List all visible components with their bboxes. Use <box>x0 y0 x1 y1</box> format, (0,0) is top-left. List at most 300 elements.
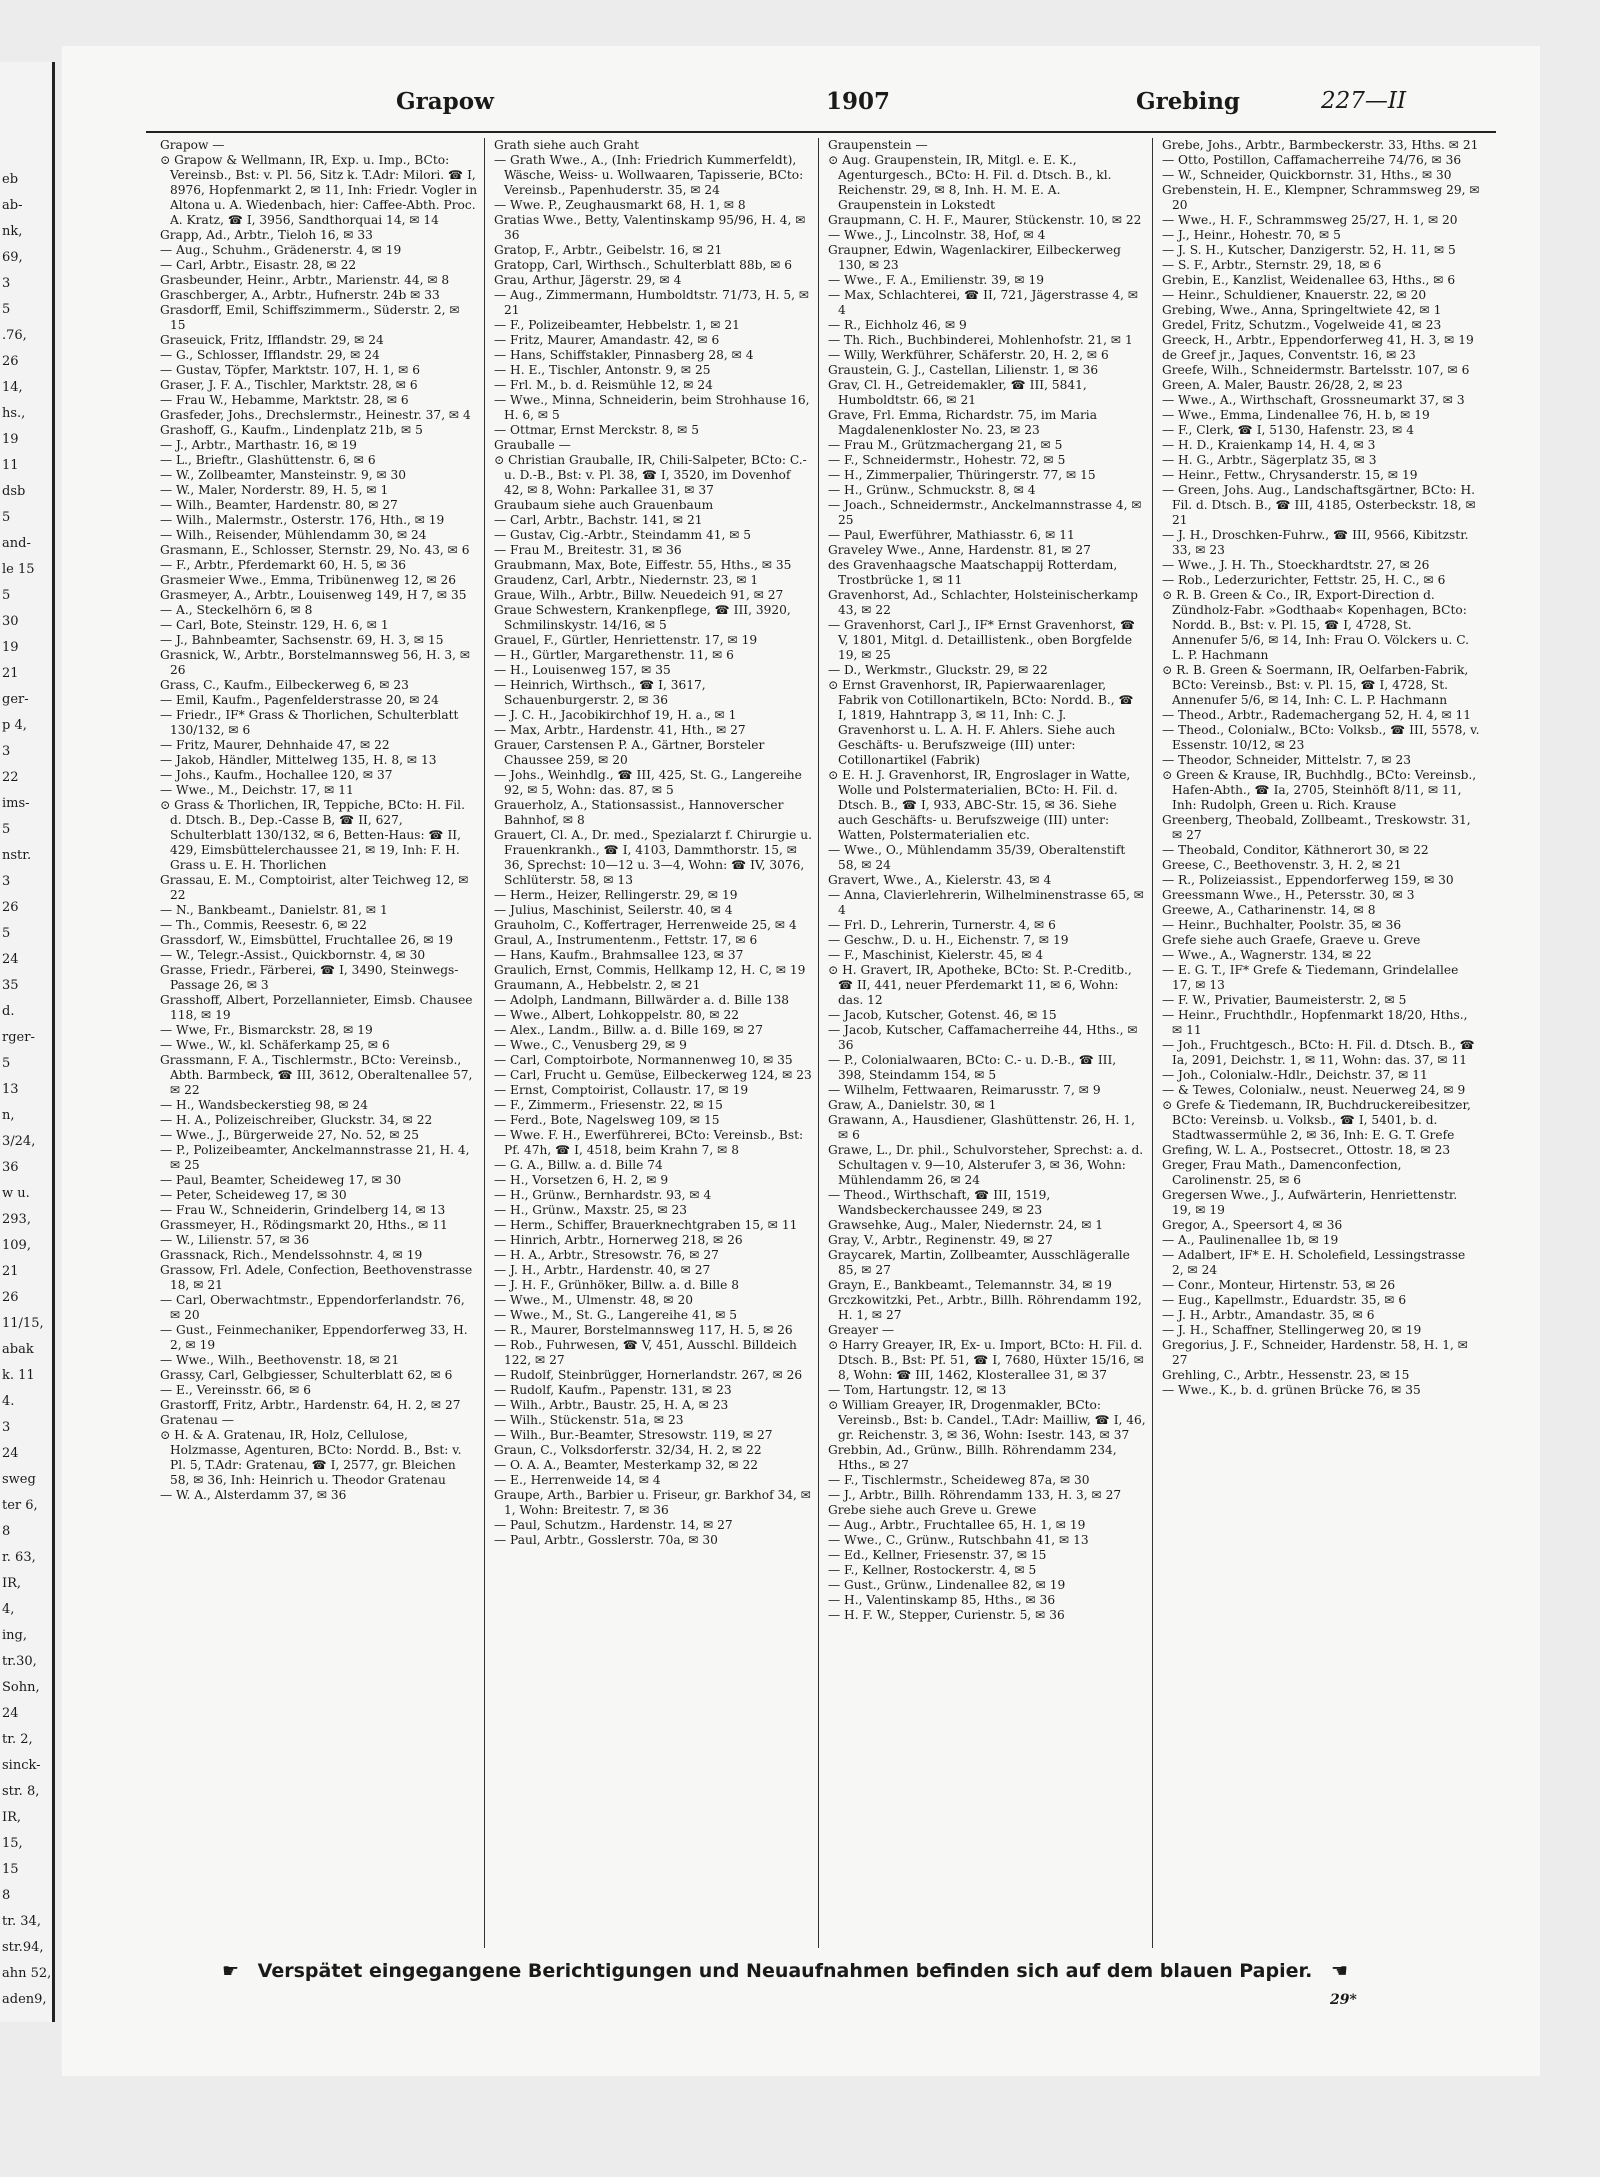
directory-entry: Gredel, Fritz, Schutzm., Vogelweide 41, ✉ 23 <box>1162 318 1442 332</box>
directory-entry: — Julius, Maschinist, Seilerstr. 40, ✉ 4 <box>494 903 733 917</box>
directory-entry: Grasmeier Wwe., Emma, Tribünenweg 12, ✉ 26 <box>160 573 457 587</box>
directory-entry: ⊙ R. B. Green & Co., IR, Export-Direction d. Zündholz-Fabr. »Godthaab« Kopenhagen, BCto: Nordd. B., Bst: v. Pl. 15, ☎ I, 4728, St. Annenufer 5/6, ✉ 14, Inh: Frau O. Völckers u. C. L. P. Hachmann <box>1162 588 1469 662</box>
directory-entry: — Wilh., Reisender, Mühlendamm 30, ✉ 24 <box>160 528 427 542</box>
directory-entry: — Wilh., Beamter, Hardenstr. 80, ✉ 27 <box>160 498 398 512</box>
directory-entry: ⊙ William Greayer, IR, Drogenmakler, BCto: Vereinsb., Bst: b. Candel., T.Adr: Mailliw, ☎ I, 46, gr. Reichenstr. 3, ✉ 36, Wohn: Isestr. 143, ✉ 37 <box>828 1398 1146 1442</box>
directory-entry: — Tom, Hartungstr. 12, ✉ 13 <box>828 1383 1007 1397</box>
previous-page-fragment: tr. 34, <box>2 1914 41 1929</box>
directory-entry: Gratopp, Carl, Wirthsch., Schulterblatt 88b, ✉ 6 <box>494 258 793 272</box>
directory-entry: — J. H., Schaffner, Stellingerweg 20, ✉ 19 <box>1162 1323 1422 1337</box>
previous-page-fragment: 5 <box>2 302 11 317</box>
directory-entry: Grasse, Friedr., Färberei, ☎ I, 3490, Steinwegs-Passage 26, ✉ 3 <box>160 963 459 992</box>
directory-entry: Graue Schwestern, Krankenpflege, ☎ III, 3920, Schmilinskystr. 14/16, ✉ 5 <box>494 603 791 632</box>
directory-entry: — Wilh., Arbtr., Baustr. 25, H. A, ✉ 23 <box>494 1398 729 1412</box>
directory-entry: Grasbeunder, Heinr., Arbtr., Marienstr. 44, ✉ 8 <box>160 273 450 287</box>
previous-page-fragment: 15 <box>2 1862 19 1877</box>
directory-entry: — J. H., Arbtr., Amandastr. 35, ✉ 6 <box>1162 1308 1375 1322</box>
directory-entry: — Carl, Comptoirbote, Normannenweg 10, ✉ 35 <box>494 1053 793 1067</box>
directory-entry: Grebbin, Ad., Grünw., Billh. Röhrendamm 234, Hths., ✉ 27 <box>828 1443 1117 1472</box>
directory-entry: — J. S. H., Kutscher, Danzigerstr. 52, H. 11, ✉ 5 <box>1162 243 1456 257</box>
directory-entry: — Herm., Heizer, Rellingerstr. 29, ✉ 19 <box>494 888 738 902</box>
previous-page-fragment: w u. <box>2 1186 30 1201</box>
directory-entry: — Wwe., C., Grünw., Rutschbahn 41, ✉ 13 <box>828 1533 1089 1547</box>
directory-entry: — Theod., Wirthschaft, ☎ III, 1519, Wandsbeckerchaussee 249, ✉ 23 <box>828 1188 1051 1217</box>
directory-entry: — W., Maler, Norderstr. 89, H. 5, ✉ 1 <box>160 483 389 497</box>
directory-entry: — Rudolf, Kaufm., Papenstr. 131, ✉ 23 <box>494 1383 732 1397</box>
directory-entry: — D., Werkmstr., Gluckstr. 29, ✉ 22 <box>828 663 1048 677</box>
previous-page-fragment: .76, <box>2 328 27 343</box>
directory-entry: Grasshoff, Albert, Porzellannieter, Eimsb. Chausee 118, ✉ 19 <box>160 993 473 1022</box>
directory-entry: — H. D., Kraienkamp 14, H. 4, ✉ 3 <box>1162 438 1376 452</box>
directory-entry: — Theod., Arbtr., Rademachergang 52, H. 4, ✉ 11 <box>1162 708 1472 722</box>
directory-entry: ⊙ Grapow & Wellmann, IR, Exp. u. Imp., BCto: Vereinsb., Bst: v. Pl. 56, Sitz k. T.Adr: Milori. ☎ I, 8976, Hopfenmarkt 2, ✉ 11, Inh: Friedr. Vogler in Altona u. A. Wiedenbach, hier: Caffee-Abth. Proc. A. Kratz, ☎ I, 3956, Sandthorquai 14, ✉ 14 <box>160 153 478 227</box>
directory-entry: Gregorius, J. F., Schneider, Hardenstr. 58, H. 1, ✉ 27 <box>1162 1338 1468 1367</box>
directory-entry: Grassau, E. M., Comptoirist, alter Teichweg 12, ✉ 22 <box>160 873 469 902</box>
directory-entry: — N., Bankbeamt., Danielstr. 81, ✉ 1 <box>160 903 388 917</box>
directory-entry: — Carl, Arbtr., Bachstr. 141, ✉ 21 <box>494 513 703 527</box>
directory-entry: Grau, Arthur, Jägerstr. 29, ✉ 4 <box>494 273 682 287</box>
previous-page-fragment: IR, <box>2 1576 22 1591</box>
directory-entry: Grebenstein, H. E., Klempner, Schrammsweg 29, ✉ 20 <box>1162 183 1480 212</box>
directory-entry: — Wwe., M., Ulmenstr. 48, ✉ 20 <box>494 1293 693 1307</box>
directory-entry: Grasnick, W., Arbtr., Borstelmannsweg 56, H. 3, ✉ 26 <box>160 648 471 677</box>
directory-entry: Graser, J. F. A., Tischler, Marktstr. 28, ✉ 6 <box>160 378 418 392</box>
directory-entry: — Joh., Fruchtgesch., BCto: H. Fil. d. Dtsch. B., ☎ Ia, 2091, Deichstr. 1, ✉ 11, Wohn: das. 37, ✉ 11 <box>1162 1038 1475 1067</box>
directory-entry: — Theodor, Schneider, Mittelstr. 7, ✉ 23 <box>1162 753 1411 767</box>
directory-entry: Gravert, Wwe., A., Kielerstr. 43, ✉ 4 <box>828 873 1052 887</box>
previous-page-fragment: 5 <box>2 510 11 525</box>
previous-page-fragment: p 4, <box>2 718 27 733</box>
previous-page-fragment: str. 8, <box>2 1784 40 1799</box>
directory-entry: Greewe, A., Catharinenstr. 14, ✉ 8 <box>1162 903 1376 917</box>
previous-page-fragment: 8 <box>2 1888 11 1903</box>
directory-entry: — F., Tischlermstr., Scheideweg 87a, ✉ 30 <box>828 1473 1090 1487</box>
previous-page-fragment: 293, <box>2 1212 31 1227</box>
directory-entry: Graupmann, C. H. F., Maurer, Stückenstr. 10, ✉ 22 <box>828 213 1142 227</box>
directory-entry: Gratias Wwe., Betty, Valentinskamp 95/96, H. 4, ✉ 36 <box>494 213 806 242</box>
directory-entry: — Paul, Beamter, Scheideweg 17, ✉ 30 <box>160 1173 402 1187</box>
directory-entry: — Hans, Kaufm., Brahmsallee 123, ✉ 37 <box>494 948 744 962</box>
previous-page-fragment: rger- <box>2 1030 35 1045</box>
column-1 <box>160 138 478 1948</box>
previous-page-fragment: 11 <box>2 458 19 473</box>
previous-page-fragment: 30 <box>2 614 19 629</box>
directory-entry: Grave, Frl. Emma, Richardstr. 75, im Maria Magdalenenkloster No. 23, ✉ 23 <box>828 408 1097 437</box>
previous-page-fragment: 21 <box>2 666 19 681</box>
directory-entry: — Wwe., Emma, Lindenallee 76, H. b, ✉ 19 <box>1162 408 1430 422</box>
directory-entry: — Gravenhorst, Carl J., IF* Ernst Gravenhorst, ☎ V, 1801, Mitgl. d. Detaillistenk., oben Borgfelde 19, ✉ 25 <box>828 618 1136 662</box>
directory-entry: — H., Wandsbeckerstieg 98, ✉ 24 <box>160 1098 369 1112</box>
directory-entry: Grasfeder, Johs., Drechslermstr., Heinestr. 37, ✉ 4 <box>160 408 471 422</box>
directory-entry: Greeck, H., Arbtr., Eppendorferweg 41, H. 3, ✉ 19 <box>1162 333 1474 347</box>
previous-page-fragment: r. 63, <box>2 1550 36 1565</box>
directory-entry: Grebin, E., Kanzlist, Weidenallee 63, Hths., ✉ 6 <box>1162 273 1456 287</box>
previous-page-fragment: tr. 2, <box>2 1732 33 1747</box>
directory-entry: — J., Arbtr., Billh. Röhrendamm 133, H. 3, ✉ 27 <box>828 1488 1122 1502</box>
directory-entry: Grebe, Johs., Arbtr., Barmbeckerstr. 33, Hths. ✉ 21 <box>1162 138 1479 152</box>
directory-entry: — Frl. M., b. d. Reismühle 12, ✉ 24 <box>494 378 713 392</box>
directory-entry: — H. G., Arbtr., Sägerplatz 35, ✉ 3 <box>1162 453 1377 467</box>
directory-entry: — W., Telegr.-Assist., Quickbornstr. 4, ✉ 30 <box>160 948 426 962</box>
directory-entry: — R., Eichholz 46, ✉ 9 <box>828 318 967 332</box>
directory-entry: — Heinr., Fettw., Chrysanderstr. 15, ✉ 19 <box>1162 468 1418 482</box>
previous-page-fragment: 3/24, <box>2 1134 36 1149</box>
directory-entry: Graudenz, Carl, Arbtr., Niedernstr. 23, ✉ 1 <box>494 573 759 587</box>
directory-entry: — Th. Rich., Buchbinderei, Mohlenhofstr. 21, ✉ 1 <box>828 333 1133 347</box>
directory-entry: ⊙ H. Gravert, IR, Apotheke, BCto: St. P.-Creditb., ☎ II, 441, neuer Pferdemarkt 11, ✉ 6, Wohn: das. 12 <box>828 963 1132 1007</box>
previous-page-fragment: d. <box>2 1004 15 1019</box>
directory-entry: — H., Grünw., Bernhardstr. 93, ✉ 4 <box>494 1188 712 1202</box>
directory-entry: Grauholm, C., Koffertrager, Herrenweide 25, ✉ 4 <box>494 918 797 932</box>
previous-page-fragment: 21 <box>2 1264 19 1279</box>
previous-page-fragment: 19 <box>2 432 19 447</box>
directory-entry: — O. A. A., Beamter, Mesterkamp 32, ✉ 22 <box>494 1458 759 1472</box>
previous-page-fragment: ims- <box>2 796 30 811</box>
directory-entry: — Johs., Weinhdlg., ☎ III, 425, St. G., Langereihe 92, ✉ 5, Wohn: das. 87, ✉ 5 <box>494 768 802 797</box>
directory-entry: — Wwe. F. H., Ewerführerei, BCto: Vereinsb., Bst: Pf. 47h, ☎ I, 4518, beim Krahn 7, ✉ 8 <box>494 1128 804 1157</box>
previous-page-fragment: 19 <box>2 640 19 655</box>
previous-page-fragment: 5 <box>2 588 11 603</box>
directory-entry: — Ernst, Comptoirist, Collaustr. 17, ✉ 19 <box>494 1083 749 1097</box>
directory-entry: — Eug., Kapellmstr., Eduardstr. 35, ✉ 6 <box>1162 1293 1407 1307</box>
directory-entry: ⊙ Green & Krause, IR, Buchhdlg., BCto: Vereinsb., Hafen-Abth., ☎ Ia, 2705, Steinhöft 8/11, ✉ 11, Inh: Rudolph, Green u. Rich. Krause <box>1162 768 1477 812</box>
directory-entry: — Willy, Werkführer, Schäferstr. 20, H. 2, ✉ 6 <box>828 348 1109 362</box>
previous-page-fragment: 15, <box>2 1836 23 1851</box>
directory-entry: — Wwe., J., Bürgerweide 27, No. 52, ✉ 25 <box>160 1128 419 1142</box>
directory-entry: — Joach., Schneidermstr., Anckelmannstrasse 4, ✉ 25 <box>828 498 1142 527</box>
directory-entry: — W., Zollbeamter, Mansteinstr. 9, ✉ 30 <box>160 468 407 482</box>
directory-entry: Graupner, Edwin, Wagenlackirer, Eilbeckerweg 130, ✉ 23 <box>828 243 1121 272</box>
directory-entry: — Heinr., Fruchthdlr., Hopfenmarkt 18/20, Hths., ✉ 11 <box>1162 1008 1468 1037</box>
directory-entry: — H. A., Polizeischreiber, Gluckstr. 34, ✉ 22 <box>160 1113 433 1127</box>
previous-page-fragment: tr.30, <box>2 1654 37 1669</box>
directory-entry: Grassmeyer, H., Rödingsmarkt 20, Hths., ✉ 11 <box>160 1218 448 1232</box>
previous-page-fragment: ter 6, <box>2 1498 38 1513</box>
directory-entry: Grczkowitzki, Pet., Arbtr., Billh. Röhrendamm 192, H. 1, ✉ 27 <box>828 1293 1142 1322</box>
directory-entry: Gratop, F., Arbtr., Geibelstr. 16, ✉ 21 <box>494 243 723 257</box>
directory-entry: — Aug., Schuhm., Grädenerstr. 4, ✉ 19 <box>160 243 402 257</box>
previous-page-fragment: and- <box>2 536 31 551</box>
column-separator <box>818 138 819 1948</box>
directory-entry: — F., Schneidermstr., Hohestr. 72, ✉ 5 <box>828 453 1066 467</box>
directory-entry: Greger, Frau Math., Damenconfection, Carolinenstr. 25, ✉ 6 <box>1162 1158 1402 1187</box>
directory-entry: — Johs., Kaufm., Hochallee 120, ✉ 37 <box>160 768 393 782</box>
previous-page-fragment: 13 <box>2 1082 19 1097</box>
directory-entry: — Jacob, Kutscher, Gotenst. 46, ✉ 15 <box>828 1008 1057 1022</box>
directory-entry: Grauel, F., Gürtler, Henriettenstr. 17, ✉ 19 <box>494 633 758 647</box>
directory-entry: — Frau W., Hebamme, Marktstr. 28, ✉ 6 <box>160 393 409 407</box>
directory-entry: — Theobald, Conditor, Käthnerort 30, ✉ 22 <box>1162 843 1429 857</box>
directory-entry: — F., Zimmerm., Friesenstr. 22, ✉ 15 <box>494 1098 723 1112</box>
directory-entry: — Wilhelm, Fettwaaren, Reimarusstr. 7, ✉ 9 <box>828 1083 1101 1097</box>
directory-entry: Graue, Wilh., Arbtr., Billw. Neuedeich 91, ✉ 27 <box>494 588 784 602</box>
directory-entry: — Gustav, Cig.-Arbtr., Steindamm 41, ✉ 5 <box>494 528 752 542</box>
column-separator <box>1152 138 1153 1948</box>
pointing-hand-icon: ☛ <box>222 1960 240 1982</box>
directory-entry: Grassmann, F. A., Tischlermstr., BCto: Vereinsb., Abth. Barmbeck, ☎ III, 3612, Oberaltenallee 57, ✉ 22 <box>160 1053 473 1097</box>
directory-entry: — J. C. H., Jacobikirchhof 19, H. a., ✉ 1 <box>494 708 737 722</box>
directory-entry: — E. G. T., IF* Grefe & Tiedemann, Grindelallee 17, ✉ 13 <box>1162 963 1459 992</box>
directory-entry: — H., Gürtler, Margarethenstr. 11, ✉ 6 <box>494 648 734 662</box>
directory-entry: — Adolph, Landmann, Billwärder a. d. Bille 138 <box>494 993 790 1007</box>
directory-entry: ⊙ Aug. Graupenstein, IR, Mitgl. e. E. K., Agenturgesch., BCto: H. Fil. d. Dtsch. B., kl. Reichenstr. 29, ✉ 8, Inh. H. M. E. A. Graupenstein in Lokstedt <box>828 153 1112 212</box>
directory-entry: Graupe, Arth., Barbier u. Friseur, gr. Barkhof 34, ✉ 1, Wohn: Breitestr. 7, ✉ 36 <box>494 1488 811 1517</box>
directory-entry: ⊙ R. B. Green & Soermann, IR, Oelfarben-Fabrik, BCto: Vereinsb., Bst: v. Pl. 15, ☎ I, 4728, St. Annenufer 5/6, ✉ 14, Inh: C. L. P. Hachmann <box>1162 663 1469 707</box>
directory-entry: — H. A., Arbtr., Stresowstr. 76, ✉ 27 <box>494 1248 719 1262</box>
directory-entry: — H., Grünw., Maxstr. 25, ✉ 23 <box>494 1203 688 1217</box>
directory-entry: — Jakob, Händler, Mittelweg 135, H. 8, ✉ 13 <box>160 753 437 767</box>
page-signature-mark: 29* <box>1330 1992 1357 2008</box>
directory-entry: — Wwe., W., kl. Schäferkamp 25, ✉ 6 <box>160 1038 390 1052</box>
directory-entry: — Wilh., Malermstr., Osterstr. 176, Hth., ✉ 19 <box>160 513 445 527</box>
directory-entry: — Anna, Clavierlehrerin, Wilhelminenstrasse 65, ✉ 4 <box>828 888 1144 917</box>
directory-entry: Gratenau — <box>160 1413 234 1427</box>
directory-entry: — Green, Johs. Aug., Landschaftsgärtner, BCto: H. Fil. d. Dtsch. B., ☎ III, 4185, Osterbeckstr. 18, ✉ 21 <box>1162 483 1476 527</box>
directory-entry: — Wwe., Wilh., Beethovenstr. 18, ✉ 21 <box>160 1353 400 1367</box>
directory-entry: — R., Polizeiassist., Eppendorferweg 159, ✉ 30 <box>1162 873 1454 887</box>
directory-entry: Grapp, Ad., Arbtr., Tieloh 16, ✉ 33 <box>160 228 373 242</box>
directory-entry: — A., Paulinenallee 1b, ✉ 19 <box>1162 1233 1339 1247</box>
directory-entry: — Ed., Kellner, Friesenstr. 37, ✉ 15 <box>828 1548 1047 1562</box>
directory-entry: — Joh., Colonialw.-Hdlr., Deichstr. 37, ✉ 11 <box>1162 1068 1428 1082</box>
previous-page-fragment: eb <box>2 172 19 187</box>
directory-entry: — Frau W., Schneiderin, Grindelberg 14, ✉ 13 <box>160 1203 446 1217</box>
directory-entry: — Heinrich, Wirthsch., ☎ I, 3617, Schauenburgerstr. 2, ✉ 36 <box>494 678 706 707</box>
directory-entry: — Wwe., M., Deichstr. 17, ✉ 11 <box>160 783 354 797</box>
directory-entry: — Wwe., H. F., Schrammsweg 25/27, H. 1, ✉ 20 <box>1162 213 1458 227</box>
directory-entry: — R., Maurer, Borstelmannsweg 117, H. 5, ✉ 26 <box>494 1323 793 1337</box>
column-4 <box>1162 138 1480 1948</box>
directory-entry: — F. W., Privatier, Baumeisterstr. 2, ✉ 5 <box>1162 993 1407 1007</box>
previous-page-fragment: 4. <box>2 1394 15 1409</box>
column-separator <box>484 138 485 1948</box>
directory-entry: Grassow, Frl. Adele, Confection, Beethovenstrasse 18, ✉ 21 <box>160 1263 473 1292</box>
directory-entry: Greefe, Wilh., Schneidermstr. Bartelsstr. 107, ✉ 6 <box>1162 363 1470 377</box>
directory-entry: — F., Clerk, ☎ I, 5130, Hafenstr. 23, ✉ 4 <box>1162 423 1414 437</box>
directory-entry: ⊙ H. & A. Gratenau, IR, Holz, Cellulose, Holzmasse, Agenturen, BCto: Nordd. B., Bst: v. Pl. 5, T.Adr: Gratenau, ☎ I, 2577, gr. Bleichen 58, ✉ 36, Inh: Heinrich u. Theodor Gratenau <box>160 1428 462 1487</box>
directory-entry: — & Tewes, Colonialw., neust. Neuerweg 24, ✉ 9 <box>1162 1083 1466 1097</box>
directory-entry: — Wilh., Bur.-Beamter, Stresowstr. 119, ✉ 27 <box>494 1428 773 1442</box>
directory-entry: Graubaum siehe auch Grauenbaum <box>494 498 714 512</box>
directory-entry: ⊙ Harry Greayer, IR, Ex- u. Import, BCto: H. Fil. d. Dtsch. B., Bst: Pf. 51, ☎ I, 7680, Hüxter 15/16, ✉ 8, Wohn: ☎ III, 1462, Klosterallee 31, ✉ 37 <box>828 1338 1144 1382</box>
directory-entry: Green, A. Maler, Baustr. 26/28, 2, ✉ 23 <box>1162 378 1403 392</box>
directory-entry: Grav, Cl. H., Getreidemakler, ☎ III, 5841, Humboldtstr. 66, ✉ 21 <box>828 378 1087 407</box>
directory-entry: — F., Arbtr., Pferdemarkt 60, H. 5, ✉ 36 <box>160 558 406 572</box>
directory-entry: Grasdorff, Emil, Schiffszimmerm., Süderstr. 2, ✉ 15 <box>160 303 460 332</box>
header-year: 1907 <box>826 88 891 115</box>
previous-page-fragment: nk, <box>2 224 23 239</box>
directory-entry: Grawsehke, Aug., Maler, Niedernstr. 24, ✉ 1 <box>828 1218 1104 1232</box>
directory-entry: — Aug., Arbtr., Fruchtallee 65, H. 1, ✉ 19 <box>828 1518 1086 1532</box>
directory-entry: Greayer — <box>828 1323 895 1337</box>
directory-entry: Gray, V., Arbtr., Reginenstr. 49, ✉ 27 <box>828 1233 1053 1247</box>
directory-entry: Graseuick, Fritz, Ifflandstr. 29, ✉ 24 <box>160 333 384 347</box>
previous-page-fragment: ab- <box>2 198 23 213</box>
directory-entry: — J. H., Arbtr., Hardenstr. 40, ✉ 27 <box>494 1263 711 1277</box>
previous-page-fragment: ger- <box>2 692 29 707</box>
directory-entry: — Grath Wwe., A., (Inh: Friedrich Kummerfeldt), Wäsche, Weiss- u. Wollwaaren, Tapisserie, BCto: Vereinsb., Papenhuderstr. 35, ✉ 24 <box>494 153 804 197</box>
directory-entry: Grashoff, G., Kaufm., Lindenplatz 21b, ✉ 5 <box>160 423 423 437</box>
directory-entry: — Wwe., J. H. Th., Stoeckhardtstr. 27, ✉ 26 <box>1162 558 1430 572</box>
directory-entry: Grauballe — <box>494 438 571 452</box>
directory-entry: — Wwe., M., St. G., Langereihe 41, ✉ 5 <box>494 1308 738 1322</box>
column-3 <box>828 138 1146 1948</box>
previous-page-fragment: 24 <box>2 952 19 967</box>
directory-entry: — Paul, Arbtr., Gosslerstr. 70a, ✉ 30 <box>494 1533 718 1547</box>
directory-entry: — H., Louisenweg 157, ✉ 35 <box>494 663 671 677</box>
directory-entry: ⊙ Grefe & Tiedemann, IR, Buchdruckereibesitzer, BCto: Vereinsb. u. Volksb., ☎ I, 5401, b. d. Stadtwassermühle 2, ✉ 36, Inh: E. G. T. Grefe <box>1162 1098 1471 1142</box>
directory-entry: Grassnack, Rich., Mendelssohnstr. 4, ✉ 19 <box>160 1248 423 1262</box>
directory-entry: — P., Colonialwaaren, BCto: C.- u. D.-B., ☎ III, 398, Steindamm 154, ✉ 5 <box>828 1053 1117 1082</box>
directory-entry: — Wwe. P., Zeughausmarkt 68, H. 1, ✉ 8 <box>494 198 746 212</box>
directory-entry: Grauer, Carstensen P. A., Gärtner, Borsteler Chaussee 259, ✉ 20 <box>494 738 765 767</box>
directory-entry: — Wwe., Albert, Lohkoppelstr. 80, ✉ 22 <box>494 1008 739 1022</box>
directory-entry: — Wwe., C., Venusberg 29, ✉ 9 <box>494 1038 687 1052</box>
previous-page-fragment: aden9, <box>2 1992 47 2007</box>
directory-entry: de Greef jr., Jaques, Conventstr. 16, ✉ 23 <box>1162 348 1416 362</box>
directory-entry: — W., Lilienstr. 57, ✉ 36 <box>160 1233 310 1247</box>
previous-page-fragment: 24 <box>2 1706 19 1721</box>
previous-page-fragment: 8 <box>2 1524 11 1539</box>
previous-page-fragment: ing, <box>2 1628 27 1643</box>
directory-entry: — W., Schneider, Quickbornstr. 31, Hths., ✉ 30 <box>1162 168 1452 182</box>
previous-page-fragment: IR, <box>2 1810 22 1825</box>
directory-entry: — G., Schlosser, Ifflandstr. 29, ✉ 24 <box>160 348 380 362</box>
directory-entry: Greese, C., Beethovenstr. 3, H. 2, ✉ 21 <box>1162 858 1402 872</box>
directory-entry: — Fritz, Maurer, Dehnhaide 47, ✉ 22 <box>160 738 390 752</box>
directory-entry: Graulich, Ernst, Commis, Hellkamp 12, H. C, ✉ 19 <box>494 963 806 977</box>
directory-entry: — Peter, Scheideweg 17, ✉ 30 <box>160 1188 347 1202</box>
directory-entry: — Carl, Oberwachtmstr., Eppendorferlandstr. 76, ✉ 20 <box>160 1293 465 1322</box>
directory-entry: — H. E., Tischler, Antonstr. 9, ✉ 25 <box>494 363 711 377</box>
previous-page-fragment: abak <box>2 1342 34 1357</box>
previous-page-fragment: nstr. <box>2 848 32 863</box>
previous-page-fragment: 3 <box>2 1420 11 1435</box>
directory-entry: — Ottmar, Ernst Merckstr. 8, ✉ 5 <box>494 423 699 437</box>
directory-entry: — P., Polizeibeamter, Anckelmannstrasse 21, H. 4, ✉ 25 <box>160 1143 470 1172</box>
directory-entry: — Wwe., J., Lincolnstr. 38, Hof, ✉ 4 <box>828 228 1046 242</box>
directory-entry: Graycarek, Martin, Zollbeamter, Ausschlägeralle 85, ✉ 27 <box>828 1248 1130 1277</box>
directory-entry: — F., Kellner, Rostockerstr. 4, ✉ 5 <box>828 1563 1037 1577</box>
directory-entry: — Wwe, Fr., Bismarckstr. 28, ✉ 19 <box>160 1023 373 1037</box>
page-number: 227—II <box>1321 88 1407 114</box>
directory-entry: Grayn, E., Bankbeamt., Telemannstr. 34, ✉ 19 <box>828 1278 1112 1292</box>
directory-entry: — Hans, Schiffstakler, Pinnasberg 28, ✉ 4 <box>494 348 754 362</box>
directory-entry: — Paul, Ewerführer, Mathiasstr. 6, ✉ 11 <box>828 528 1075 542</box>
previous-page-fragment: 109, <box>2 1238 31 1253</box>
directory-entry: — Emil, Kaufm., Pagenfelderstrasse 20, ✉ 24 <box>160 693 439 707</box>
directory-entry: Grefing, W. L. A., Postsecret., Ottostr. 18, ✉ 23 <box>1162 1143 1451 1157</box>
previous-page-fragment: 5 <box>2 1056 11 1071</box>
header-right-word: Grebing <box>1136 88 1241 115</box>
directory-entry: — Heinr., Buchhalter, Poolstr. 35, ✉ 36 <box>1162 918 1402 932</box>
directory-entry: — Frau M., Breitestr. 31, ✉ 36 <box>494 543 682 557</box>
directory-entry: Graustein, G. J., Castellan, Lilienstr. 1, ✉ 36 <box>828 363 1099 377</box>
directory-entry: ⊙ Ernst Gravenhorst, IR, Papierwaarenlager, Fabrik von Cotillonartikeln, BCto: Nordd. B., ☎ I, 1819, Hahntrapp 3, ✉ 11, Inh: C. J. Gravenhorst u. L. A. H. F. Ahlers. Siehe auch Geschäfts- u. Berufszweige (III) unter: Cotillonartikel (Fabrik) <box>828 678 1134 767</box>
directory-entry: ⊙ Christian Grauballe, IR, Chili-Salpeter, BCto: C.- u. D.-B., Bst: v. Pl. 38, ☎ I, 3520, im Dovenhof 42, ✉ 8, Wohn: Parkallee 31, ✉ 37 <box>494 453 807 497</box>
previous-page-fragment: 14, <box>2 380 23 395</box>
directory-entry: Grassdorf, W., Eimsbüttel, Fruchtallee 26, ✉ 19 <box>160 933 453 947</box>
directory-entry: Grasmann, E., Schlosser, Sternstr. 29, No. 43, ✉ 6 <box>160 543 470 557</box>
directory-entry: — J., Bahnbeamter, Sachsenstr. 69, H. 3, ✉ 15 <box>160 633 444 647</box>
directory-entry: des Gravenhaagsche Maatschappij Rotterdam, Trostbrücke 1, ✉ 11 <box>828 558 1118 587</box>
directory-entry: Grass, C., Kaufm., Eilbeckerweg 6, ✉ 23 <box>160 678 409 692</box>
previous-page-fragment: sweg <box>2 1472 36 1487</box>
directory-entry: — Gustav, Töpfer, Marktstr. 107, H. 1, ✉ 6 <box>160 363 420 377</box>
directory-entry: — E., Herrenweide 14, ✉ 4 <box>494 1473 661 1487</box>
footer-notice-text: Verspätet eingegangene Berichtigungen und Neuaufnahmen befinden sich auf dem blauen Papier. <box>257 1960 1313 1982</box>
directory-entry: Grastorff, Fritz, Arbtr., Hardenstr. 64, H. 2, ✉ 27 <box>160 1398 461 1412</box>
directory-entry: Graun, C., Volksdorferstr. 32/34, H. 2, ✉ 22 <box>494 1443 762 1457</box>
previous-page-fragment: ahn 52, <box>2 1966 52 1981</box>
directory-entry: — Gust., Feinmechaniker, Eppendorferweg 33, H. 2, ✉ 19 <box>160 1323 468 1352</box>
directory-entry: Grauert, Cl. A., Dr. med., Spezialarzt f. Chirurgie u. Frauenkrankh., ☎ I, 4103, Dammthorstr. 15, ✉ 36, Sprechst: 10—12 u. 3—4, Wohn: ☎ IV, 3076, Schlüterstr. 58, ✉ 13 <box>494 828 812 887</box>
directory-entry: — Frl. D., Lehrerin, Turnerstr. 4, ✉ 6 <box>828 918 1056 932</box>
directory-entry: Graveley Wwe., Anne, Hardenstr. 81, ✉ 27 <box>828 543 1091 557</box>
previous-page-fragment: 5 <box>2 926 11 941</box>
directory-entry: — Rob., Fuhrwesen, ☎ V, 451, Ausschl. Billdeich 122, ✉ 27 <box>494 1338 797 1367</box>
directory-entry: Graw, A., Danielstr. 30, ✉ 1 <box>828 1098 997 1112</box>
previous-page-fragment: hs., <box>2 406 26 421</box>
previous-page-fragment: 5 <box>2 822 11 837</box>
directory-entry: Graschberger, A., Arbtr., Hufnerstr. 24b ✉ 33 <box>160 288 440 302</box>
directory-entry: ⊙ Grass & Thorlichen, IR, Teppiche, BCto: H. Fil. d. Dtsch. B., Dep.-Casse B, ☎ II, 627, Schulterblatt 130/132, ✉ 6, Betten-Haus: ☎ II, 429, Eimsbüttelerchaussee 21, ✉ 19, Inh: F. H. Grass u. E. H. Thorlichen <box>160 798 465 872</box>
directory-entry: Graupenstein — <box>828 138 928 152</box>
directory-entry: — Alex., Landm., Billw. a. d. Bille 169, ✉ 27 <box>494 1023 763 1037</box>
directory-entry: Grebe siehe auch Greve u. Grewe <box>828 1503 1037 1517</box>
directory-entry: — H., Grünw., Schmuckstr. 8, ✉ 4 <box>828 483 1036 497</box>
previous-page-fragment: 36 <box>2 1160 19 1175</box>
pointing-hand-icon: ☚ <box>1330 1960 1349 1982</box>
previous-page-fragment: 3 <box>2 874 11 889</box>
header-rule <box>146 131 1496 133</box>
directory-entry: Grapow — <box>160 138 225 152</box>
directory-entry: — J., Arbtr., Marthastr. 16, ✉ 19 <box>160 438 357 452</box>
directory-entry: — A., Steckelhörn 6, ✉ 8 <box>160 603 313 617</box>
directory-entry: — Conr., Monteur, Hirtenstr. 53, ✉ 26 <box>1162 1278 1396 1292</box>
directory-entry: — Th., Commis, Reesestr. 6, ✉ 22 <box>160 918 367 932</box>
running-header <box>146 88 1496 128</box>
directory-entry: — Wwe., F. A., Emilienstr. 39, ✉ 19 <box>828 273 1045 287</box>
directory-entry: Grefe siehe auch Graefe, Graeve u. Greve <box>1162 933 1421 947</box>
directory-entry: — F., Polizeibeamter, Hebbelstr. 1, ✉ 21 <box>494 318 740 332</box>
directory-entry: — H., Valentinskamp 85, Hths., ✉ 36 <box>828 1593 1056 1607</box>
directory-entry: — J. H. F., Grünhöker, Billw. a. d. Bille 8 <box>494 1278 740 1292</box>
previous-page-fragment: sinck- <box>2 1758 41 1773</box>
directory-entry: Greenberg, Theobald, Zollbeamt., Treskowstr. 31, ✉ 27 <box>1162 813 1471 842</box>
directory-entry: — Friedr., IF* Grass & Thorlichen, Schulterblatt 130/132, ✉ 6 <box>160 708 459 737</box>
directory-entry: Graubmann, Max, Bote, Eiffestr. 55, Hths., ✉ 35 <box>494 558 792 572</box>
directory-entry: — G. A., Billw. a. d. Bille 74 <box>494 1158 663 1172</box>
directory-entry: — H., Vorsetzen 6, H. 2, ✉ 9 <box>494 1173 669 1187</box>
directory-entry: — S. F., Arbtr., Sternstr. 29, 18, ✉ 6 <box>1162 258 1382 272</box>
directory-entry: Graumann, A., Hebbelstr. 2, ✉ 21 <box>494 978 701 992</box>
directory-entry: — Gust., Grünw., Lindenallee 82, ✉ 19 <box>828 1578 1066 1592</box>
directory-entry: — Rob., Lederzurichter, Fettstr. 25, H. C., ✉ 6 <box>1162 573 1446 587</box>
directory-entry: Greessmann Wwe., H., Petersstr. 30, ✉ 3 <box>1162 888 1415 902</box>
header-left-word: Grapow <box>396 88 494 115</box>
previous-page-fragment: 26 <box>2 1290 19 1305</box>
previous-page-fragment: 69, <box>2 250 23 265</box>
previous-page-fragment: 26 <box>2 354 19 369</box>
previous-page-fragment: 3 <box>2 744 11 759</box>
previous-page-fragment: 4, <box>2 1602 15 1617</box>
directory-entry: Grasmeyer, A., Arbtr., Louisenweg 149, H 7, ✉ 35 <box>160 588 467 602</box>
directory-entry: Grebing, Wwe., Anna, Springeltwiete 42, ✉ 1 <box>1162 303 1442 317</box>
directory-entry: Grawann, A., Hausdiener, Glashüttenstr. 26, H. 1, ✉ 6 <box>828 1113 1135 1142</box>
footer-notice <box>210 1960 1460 1982</box>
directory-entry: — H. F. W., Stepper, Curienstr. 5, ✉ 36 <box>828 1608 1065 1622</box>
